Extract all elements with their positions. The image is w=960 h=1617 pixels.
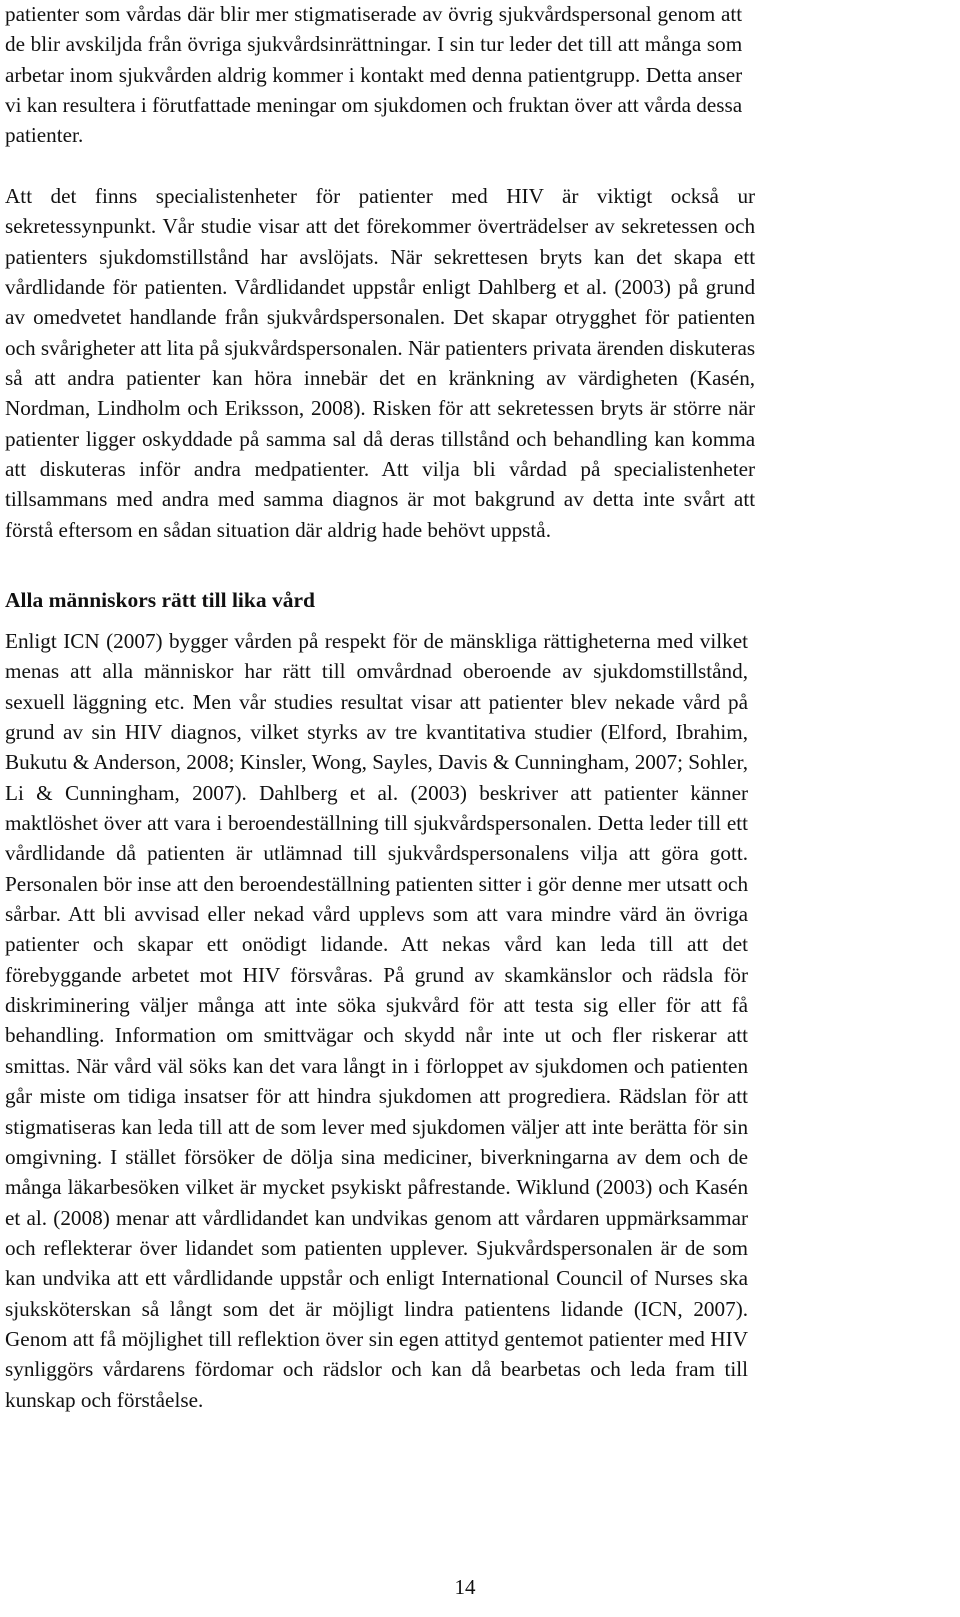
- text-line: smittas. När vård väl söks kan det vara långt in i förloppet av sjukdomen och patienten: [5, 1053, 749, 1078]
- text-line: sjuksköterskan så långt som det är möjligt lindra patientens lidande (ICN, 2007).: [5, 1296, 749, 1321]
- text-line: vårdlidande för patienten. Vårdlidandet uppstår enligt Dahlberg et al. (2003) på grund: [5, 275, 756, 300]
- text-line: Personalen bör inse att den beroendeställning patienten sitter i gör denne mer utsatt och: [5, 871, 749, 896]
- text-line: kunskap och förståelse.: [5, 1387, 204, 1412]
- text-line: av omedvetet handlande från sjukvårdspersonalen. Det skapar otrygghet för patienten: [5, 305, 756, 330]
- section-paragraph: [5, 626, 748, 1415]
- text-line: synliggörs vårdarens fördomar och rädslor och kan då bearbetas och leda fram till: [5, 1357, 749, 1382]
- text-line: Bukutu & Anderson, 2008; Kinsler, Wong, Sayles, Davis & Cunningham, 2007; Sohler,: [5, 750, 749, 775]
- text-line: förebyggande arbetet mot HIV försvåras. På grund av skamkänslor och rädsla för: [5, 962, 749, 987]
- text-line: patienter och skapar ett onödigt lidande. Att nekas vård kan leda till att det: [5, 932, 749, 957]
- section-heading: Alla människors rätt till lika vård: [5, 588, 315, 612]
- text-line: sexuell läggning etc. Men vår studies resultat visar att patienter blev nekade vård på: [5, 689, 749, 714]
- text-line: vi kan resultera i förutfattade meningar om sjukdomen och fruktan över att vårda dessa: [5, 93, 743, 118]
- text-line: sårbar. Att bli avvisad eller nekad vård upplevs som att vara mindre värd än övriga: [5, 902, 749, 927]
- text-line: maktlöshet över att vara i beroendeställning till sjukvårdspersonalen. Detta leder till ett: [5, 811, 749, 836]
- page-number: 14: [454, 1575, 476, 1599]
- paragraph-1: [5, 0, 742, 151]
- text-line: de blir avskiljda från övriga sjukvårdsinrättningar. I sin tur leder det till att många som: [5, 32, 743, 57]
- text-line: omgivning. I stället försöker de dölja sina mediciner, biverkningarna av dem och de: [5, 1144, 749, 1169]
- text-line: att diskuteras inför andra medpatienter. Att vilja bli vårdad på specialistenheter: [5, 457, 756, 482]
- paragraph-2: [5, 181, 755, 545]
- text-line: Nordman, Lindholm och Eriksson, 2008). Risken för att sekretessen bryts är större när: [5, 396, 756, 421]
- text-line: Li & Cunningham, 2007). Dahlberg et al. (2003) beskriver att patienter känner: [5, 780, 749, 805]
- text-line: grund av sin HIV diagnos, vilket styrks av tre kvantitativa studier (Elford, Ibrahim,: [5, 720, 749, 745]
- text-line: behandling. Information om smittvägar och skydd når inte ut och fler riskerar att: [5, 1023, 749, 1048]
- text-line: patienter som vårdas där blir mer stigmatiserade av övrig sjukvårdspersonal genom att: [5, 2, 743, 26]
- text-line: stigmatiseras kan leda till att de som lever med sjukdomen väljer att inte berätta för sin: [5, 1114, 749, 1139]
- text-line: förstå eftersom en sådan situation där aldrig hade behövt uppstå.: [5, 517, 552, 542]
- text-line: vårdlidande då patienten är utlämnad till sjukvårdspersonalens vilja att göra gott.: [5, 841, 749, 866]
- text-line: kan undvika att ett vårdlidande uppstår och enligt International Council of Nurses ska: [5, 1266, 749, 1291]
- text-line: Genom att få möjlighet till reflektion över sin egen attityd gentemot patienter med HIV: [5, 1326, 749, 1351]
- text-line: och reflekterar över lidandet som patienten upplever. Sjukvårdspersonalen är de som: [5, 1235, 749, 1260]
- text-line: Att det finns specialistenheter för patienter med HIV är viktigt också ur: [5, 184, 756, 208]
- text-line: et al. (2008) menar att vårdlidandet kan undvikas genom att vårdaren uppmärksammar: [5, 1205, 749, 1230]
- text-line: patienters sjukdomstillstånd har avslöjats. När sekrettesen bryts kan det skapa ett: [5, 244, 756, 269]
- text-line: går miste om tidiga insatser för att hindra sjukdomen att progrediera. Rädslan för att: [5, 1084, 749, 1109]
- text-line: tillsammans med andra med samma diagnos är mot bakgrund av detta inte svårt att: [5, 487, 756, 512]
- text-line: arbetar inom sjukvården aldrig kommer i kontakt med denna patientgrupp. Detta anser: [5, 62, 743, 87]
- text-line: och svårigheter att lita på sjukvårdspersonalen. När patienters privata ärenden diskuteras: [5, 335, 756, 360]
- text-line: diskriminering väljer många att inte söka sjukvård för att testa sig eller för att få: [5, 993, 749, 1018]
- text-line: menas att alla människor har rätt till omvårdnad oberoende av sjukdomstillstånd,: [5, 659, 749, 684]
- text-line: sekretessynpunkt. Vår studie visar att det förekommer överträdelser av sekretessen och: [5, 214, 756, 239]
- text-line: många läkarbesöken vilket är mycket psykiskt påfrestande. Wiklund (2003) och Kasén: [5, 1175, 749, 1200]
- text-line: patienter ligger oskyddade på samma sal då deras tillstånd och behandling kan komma: [5, 426, 756, 451]
- text-line: Enligt ICN (2007) bygger vården på respekt för de mänskliga rättigheterna med vilket: [5, 629, 749, 653]
- text-line: patienter.: [5, 123, 84, 148]
- text-line: så att andra patienter kan höra innebär det en kränkning av värdigheten (Kasén,: [5, 366, 756, 391]
